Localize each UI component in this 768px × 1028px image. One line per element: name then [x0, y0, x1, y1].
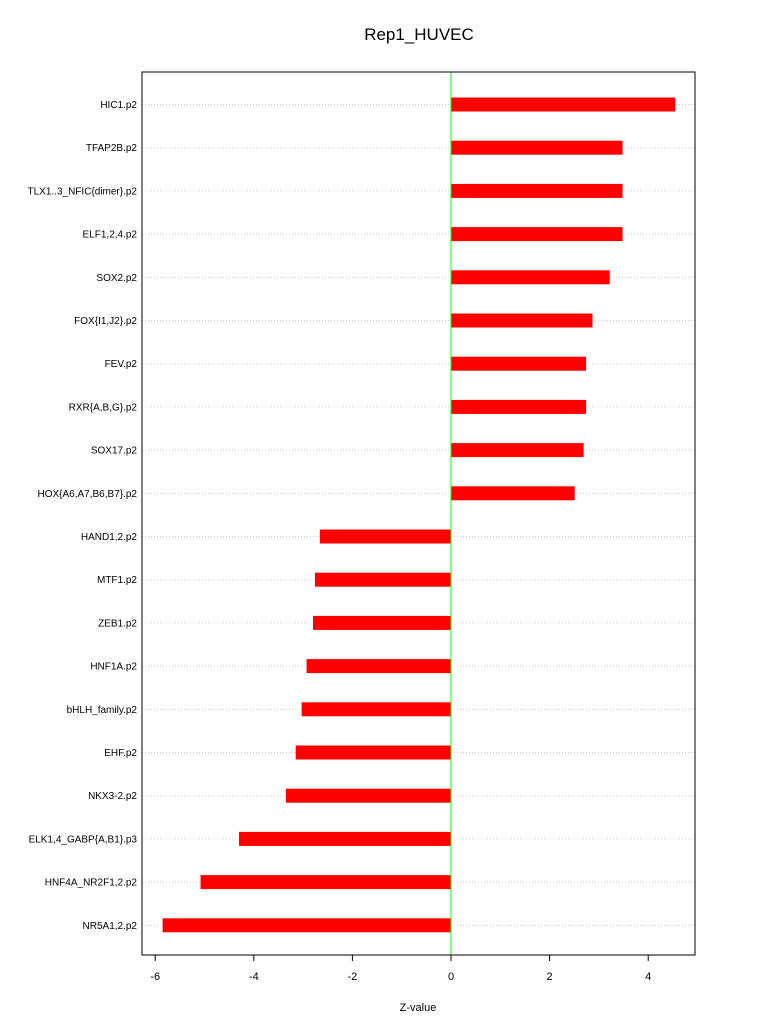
category-label: HNF1A.p2: [90, 661, 137, 673]
category-label: ZEB1.p2: [98, 618, 137, 630]
category-label: ELF1,2,4.p2: [82, 229, 137, 241]
bar: [201, 875, 451, 889]
category-label: HOX{A6,A7,B6,B7}.p2: [37, 488, 137, 500]
bar: [302, 702, 451, 716]
category-label: TFAP2B.p2: [85, 143, 137, 155]
category-label: NKX3-2.p2: [88, 791, 137, 803]
bar-layer: [163, 98, 676, 933]
y-axis-labels: [28, 100, 138, 932]
x-tick-label: -2: [347, 971, 358, 983]
bar: [451, 400, 586, 414]
bar: [315, 573, 451, 587]
bar: [451, 443, 584, 457]
x-tick-label: -4: [248, 971, 259, 983]
bar: [451, 486, 575, 500]
bar: [451, 270, 610, 284]
bar: [451, 227, 623, 241]
bar: [320, 530, 451, 544]
x-tick-label: -6: [150, 971, 161, 983]
category-label: EHF.p2: [104, 748, 137, 759]
category-label: bHLH_family.p2: [66, 704, 137, 716]
category-label: NR5A1,2.p2: [82, 920, 137, 932]
x-tick-label: 4: [645, 971, 652, 983]
x-tick-label: 2: [546, 971, 553, 983]
x-axis-title: Z-value: [399, 1002, 437, 1014]
category-label: FEV.p2: [104, 359, 137, 371]
bar: [239, 832, 451, 846]
category-label: HAND1,2.p2: [80, 532, 137, 543]
x-tick-label: 0: [447, 971, 455, 983]
category-label: RXR{A,B,G}.p2: [68, 402, 137, 414]
bar: [286, 789, 451, 803]
bar: [451, 141, 623, 155]
category-label: MTF1.p2: [96, 575, 137, 587]
bar: [296, 746, 451, 760]
bar: [451, 184, 623, 198]
category-label: SOX2.p2: [96, 272, 137, 284]
bar: [451, 357, 586, 371]
category-label: FOX{I1,J2}.p2: [74, 316, 137, 327]
plot-frame: [142, 72, 695, 955]
category-label: HIC1.p2: [100, 100, 137, 111]
bar: [313, 616, 451, 630]
x-axis: [150, 955, 651, 983]
category-label: TLX1..3_NFIC{dimer}.p2: [27, 186, 137, 198]
chart-title: Rep1_HUVEC: [364, 25, 474, 44]
bar: [451, 314, 592, 328]
bar: [163, 918, 451, 932]
category-label: SOX17.p2: [90, 445, 137, 457]
bar: [451, 98, 675, 112]
category-label: HNF4A_NR2F1,2.p2: [44, 877, 137, 889]
category-label: ELK1,4_GABP{A,B1}.p3: [28, 834, 137, 846]
bar: [307, 659, 451, 673]
